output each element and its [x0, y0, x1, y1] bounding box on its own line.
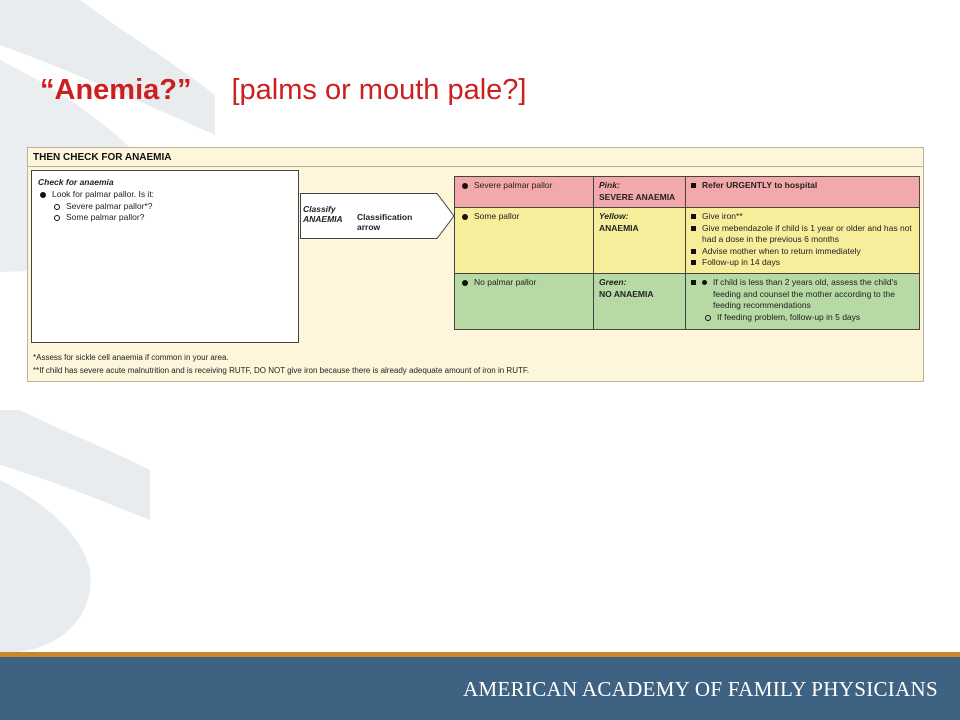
treatment-cell [686, 208, 919, 273]
classify-line2: ANAEMIA [303, 214, 343, 224]
panel-header: THEN CHECK FOR ANAEMIA [33, 152, 172, 163]
arrow-label [357, 212, 412, 232]
square-bullet-icon [691, 249, 696, 254]
table-row-pink [455, 177, 919, 208]
classification-table [454, 176, 920, 330]
circle-bullet-icon [54, 204, 60, 210]
table-row-yellow [455, 208, 919, 274]
class-cell [594, 274, 686, 329]
class-cell [594, 208, 686, 273]
table-row-green [455, 274, 919, 329]
check-subitem-text: Severe palmar pallor*? [66, 200, 153, 211]
check-subitem [38, 212, 292, 224]
panel-divider [28, 166, 923, 167]
bullet-icon [462, 183, 468, 189]
square-bullet-icon [691, 260, 696, 265]
bullet-icon [462, 280, 468, 286]
arrow-line2: arrow [357, 222, 381, 232]
classify-line1: Classify [303, 204, 336, 214]
anaemia-chart-panel [27, 147, 924, 382]
treatment-text: Follow-up in 14 days [702, 257, 780, 267]
treatment-text: Give iron** [702, 211, 743, 221]
class-color: Yellow: [599, 211, 629, 221]
footer-bar [0, 657, 960, 720]
treatment-text: Refer URGENTLY to hospital [702, 180, 818, 190]
arrow-line1: Classification [357, 212, 413, 222]
square-bullet-icon [691, 280, 696, 285]
bullet-icon [702, 280, 707, 285]
sign-cell [455, 208, 594, 273]
sign-text: No palmar pallor [474, 277, 537, 287]
treatment-text: If child is less than 2 years old, assess the child's feeding and counsel the mother according to the feeding recommendations [713, 277, 898, 310]
class-color: Green: [599, 277, 627, 287]
treatment-cell [686, 177, 919, 207]
class-cell [594, 177, 686, 207]
bullet-icon [40, 192, 46, 198]
classification-arrow-block [300, 193, 455, 239]
check-item-text: Look for palmar pallor. Is it: [52, 189, 155, 199]
check-box [31, 170, 299, 343]
circle-bullet-icon [705, 315, 711, 321]
bullet-icon [462, 214, 468, 220]
treatment-subtext: If feeding problem, follow-up in 5 days [717, 311, 861, 322]
sign-text: Some pallor [474, 211, 520, 221]
circle-bullet-icon [54, 215, 60, 221]
treatment-text: Advise mother when to return immediately [702, 245, 861, 256]
class-name: SEVERE ANAEMIA [599, 191, 676, 202]
square-bullet-icon [691, 214, 696, 219]
sign-cell [455, 177, 594, 207]
class-name: NO ANAEMIA [599, 288, 654, 299]
class-name: ANAEMIA [599, 222, 639, 233]
check-subitem-text: Some palmar pallor? [66, 212, 145, 222]
footer-org-name: AMERICAN ACADEMY OF FAMILY PHYSICIANS [463, 677, 938, 701]
title-subtitle: [palms or mouth pale?] [231, 74, 527, 106]
title-main: “Anemia?” [40, 74, 192, 106]
slide-title [40, 70, 526, 110]
footnote: **If child has severe acute malnutrition and is receiving RUTF, DO NOT give iron because there is already adequate amount of iron in RUTF. [33, 366, 530, 375]
check-subitem [38, 201, 292, 213]
check-title: Check for anaemia [38, 177, 114, 187]
square-bullet-icon [691, 183, 696, 188]
square-bullet-icon [691, 226, 696, 231]
sign-cell [455, 274, 594, 329]
footnote: *Assess for sickle cell anaemia if common in your area. [33, 353, 229, 362]
sign-text: Severe palmar pallor [474, 180, 553, 190]
classify-label [303, 204, 343, 224]
class-color: Pink: [599, 180, 620, 190]
footnotes [33, 351, 529, 377]
treatment-cell [686, 274, 919, 329]
treatment-text: Give mebendazole if child is 1 year or older and has not had a dose in the previous 6 months [702, 222, 912, 244]
check-item [38, 189, 292, 201]
